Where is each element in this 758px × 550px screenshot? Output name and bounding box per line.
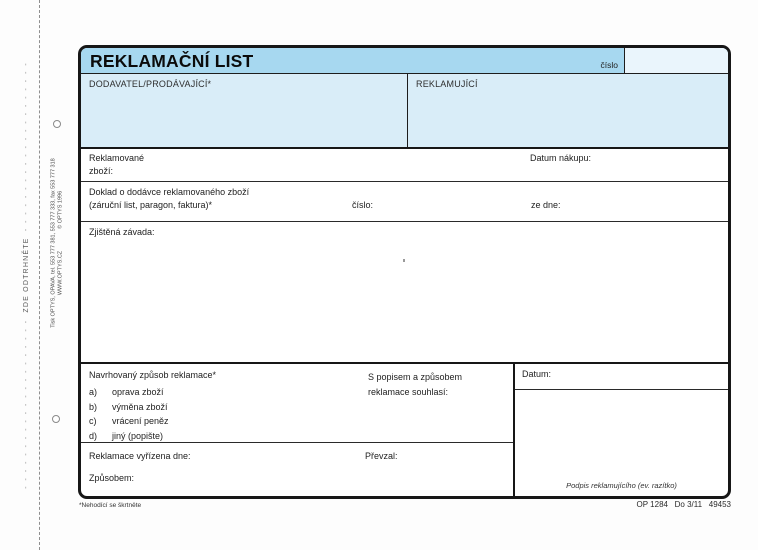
printer-website: WWW.OPTYS.CZ: [57, 250, 64, 296]
document-label-line2: (záruční list, paragon, faktura)*: [89, 200, 213, 210]
claimant-label: REKLAMUJÍCÍ: [416, 79, 478, 89]
proposed-method-section: [81, 364, 513, 443]
signature-label: Podpis reklamujícího (ev. razítko): [566, 481, 677, 490]
supplier-label: DODAVATEL/PRODÁVAJÍCÍ*: [89, 79, 212, 89]
option-a-text: oprava zboží: [112, 387, 164, 397]
number-entry-box: [624, 48, 728, 73]
date-box: [515, 364, 728, 390]
agreement-label-line1: S popisem a způsobem: [368, 372, 463, 382]
tear-here-vertical-text: [21, 0, 33, 550]
punch-hole-bottom: [52, 415, 60, 423]
scan-speck: [403, 259, 405, 262]
option-c-marker: c): [89, 416, 97, 426]
signature-box: [515, 390, 728, 496]
bottom-left-area: [81, 364, 515, 496]
option-d-marker: d): [89, 430, 98, 441]
printer-contact-line: Tisk OPTYS, OPAVA, tel. 553 777 381, 553 777 333, fax 553 777 318: [50, 158, 57, 328]
method-label: Způsobem:: [89, 473, 135, 483]
parties-section: [81, 74, 728, 149]
option-b: [89, 402, 169, 412]
printer-web-line: [58, 154, 64, 332]
document-date-label: ze dne:: [531, 200, 561, 210]
option-c: [89, 416, 169, 426]
resolution-section: [81, 443, 513, 496]
tear-dashes-left: - - - - - - - - - - - - - - - - - - - - -: [23, 318, 30, 489]
form-title: REKLAMAČNÍ LIST: [90, 51, 254, 71]
received-by-label: Převzal:: [365, 451, 398, 461]
supplier-box: [81, 74, 408, 147]
option-c-text: vrácení peněz: [112, 416, 169, 426]
document-label-line1: Doklad o dodávce reklamovaného zboží: [89, 187, 250, 197]
perforation-dashed-line: [39, 0, 40, 550]
date-label: Datum:: [522, 369, 552, 379]
option-b-text: výměna zboží: [112, 401, 168, 412]
printer-copyright: © OPTYS 1996: [57, 190, 64, 229]
complaint-form: [78, 45, 731, 499]
tear-dashes-right: - - - - - - - - - - - - - - - - - - - - -: [23, 61, 30, 232]
bottom-right-column: [515, 364, 728, 496]
agreement-label: [368, 370, 462, 400]
number-label: číslo: [600, 60, 618, 70]
claimed-goods-label-line2: zboží:: [89, 166, 114, 176]
resolved-label: Reklamace vyřízena dne:: [89, 451, 191, 461]
proposed-method-label: Navrhovaný způsob reklamace*: [89, 370, 217, 380]
form-title-bar: [81, 48, 728, 74]
option-d: [89, 431, 169, 441]
document-number-label: číslo:: [352, 200, 374, 210]
tear-here-label: ZDE ODTRHNĚTE: [23, 237, 30, 313]
proposed-method-options: [89, 387, 169, 445]
claimed-goods-label-line1: Reklamované: [89, 153, 145, 163]
footnote: *Nehodící se škrtněte: [79, 502, 142, 509]
punch-hole-top: [53, 120, 61, 128]
option-d-text: jiný (popište): [112, 430, 164, 441]
bottom-section: [81, 364, 728, 496]
agreement-label-line2: reklamace souhlasí:: [368, 387, 449, 397]
form-code: OP 1284 Do 3/11 49453: [636, 500, 731, 509]
printer-imprint-vertical-text: [51, 154, 66, 332]
option-a: [89, 387, 169, 397]
defect-label: Zjištěná závada:: [89, 227, 155, 237]
option-a-marker: a): [89, 387, 98, 397]
claimed-goods-row: [81, 149, 728, 182]
defect-section: [81, 222, 728, 364]
purchase-date-label: Datum nákupu:: [530, 153, 592, 163]
option-b-marker: b): [89, 401, 98, 412]
claimant-box: [408, 74, 728, 147]
document-row: [81, 182, 728, 222]
